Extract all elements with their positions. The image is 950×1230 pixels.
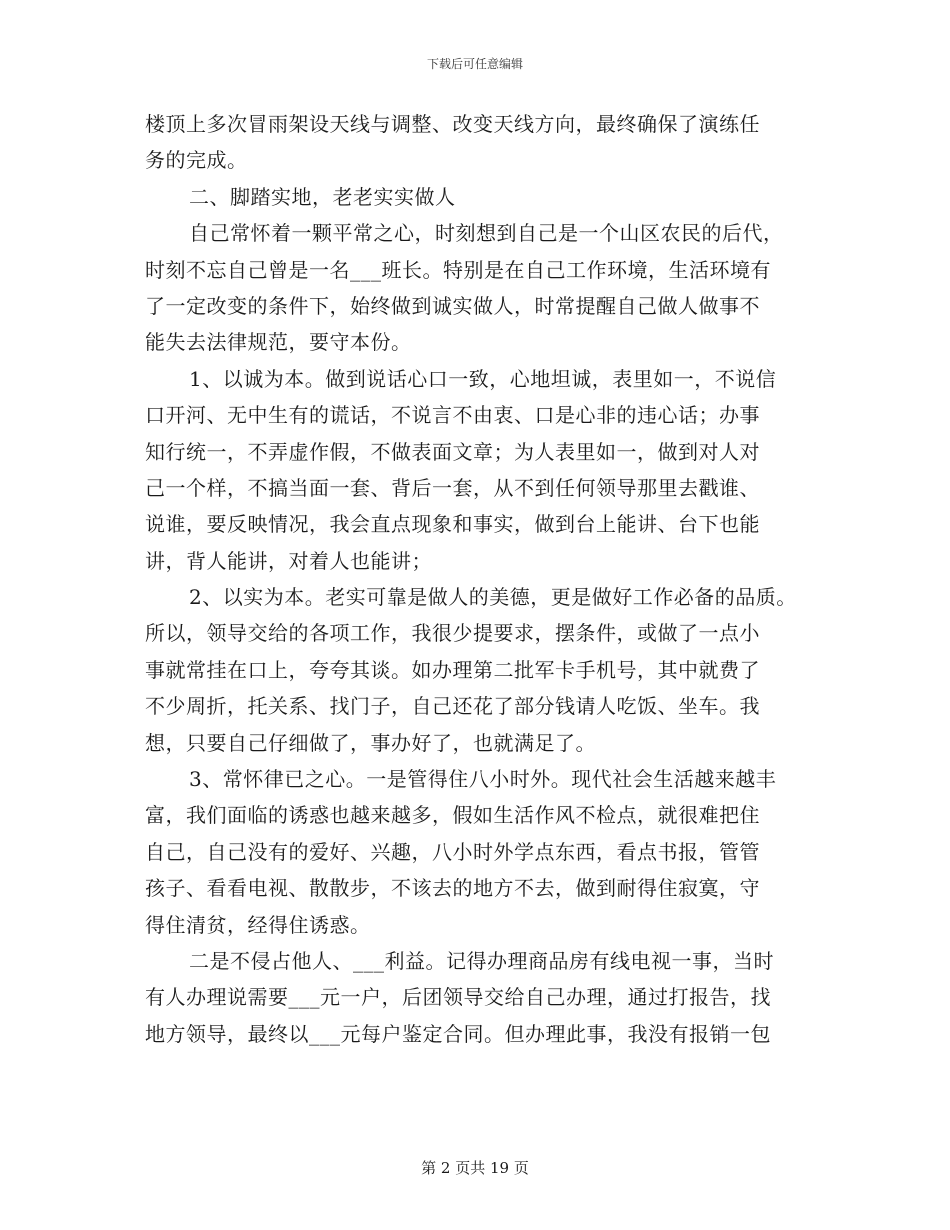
text-line: 己一个样，不搞当面一套、背后一套，从不到任何领导那里去戳谁、 (145, 475, 760, 500)
text-line: 二是不侵占他人、___利益。记得办理商品房有线电视一事，当时 (189, 948, 774, 973)
text-line: 想，只要自己仔细做了，事办好了，也就满足了。 (145, 730, 596, 755)
text-line: 自己，自己没有的爱好、兴趣，八小时外学点东西，看点书报，管管 (145, 839, 760, 864)
text-line: 楼顶上多次冒雨架设天线与调整、改变天线方向，最终确保了演练任 (145, 112, 760, 136)
text-line: 所以，领导交给的各项工作，我很少提要求，摆条件，或做了一点小 (145, 621, 760, 646)
text-line: 有人办理说需要___元一户，后团领导交给自己办理，通过打报告，找 (145, 985, 771, 1010)
text-line: 务的完成。 (145, 148, 248, 173)
text-line: 2、以实为本。老实可靠是做人的美德，更是做好工作必备的品质。 (189, 585, 797, 610)
text-line: 3、常怀律已之心。一是管得住八小时外。现代社会生活越来越丰 (189, 767, 777, 792)
text-line: 1、以诚为本。做到说话心口一致，心地坦诚，表里如一，不说信 (189, 366, 777, 391)
text-line: 事就常挂在口上，夸夸其谈。如办理第二批军卡手机号，其中就费了 (145, 657, 760, 682)
text-line: 不少周折，托关系、找门子，自己还花了部分钱请人吃饭、坐车。我 (145, 694, 760, 719)
section-heading: 二、脚踏实地，老老实实做人 (189, 184, 456, 209)
text-line: 时刻不忘自己曾是一名___班长。特别是在自己工作环境，生活环境有 (145, 257, 771, 282)
text-line: 能失去法律规范，要守本份。 (145, 330, 412, 355)
text-line: 自己常怀着一颗平常之心，时刻想到自己是一个山区农民的后代， (189, 221, 784, 246)
text-line: 口开河、无中生有的谎话，不说言不由衷、口是心非的违心话；办事 (145, 403, 760, 428)
text-line: 孩子、看看电视、散散步，不该去的地方不去，做到耐得住寂寞，守 (145, 876, 760, 901)
text-line: 富，我们面临的诱惑也越来越多，假如生活作风不检点，就很难把住 (145, 803, 760, 828)
page-header-note: 下载后可任意编辑 (426, 57, 523, 71)
text-line: 了一定改变的条件下，始终做到诚实做人，时常提醒自己做人做事不 (145, 293, 760, 318)
page-number-footer: 第 2 页共 19 页 (421, 1159, 529, 1177)
text-line: 地方领导，最终以___元每户鉴定合同。但办理此事，我没有报销一包 (145, 1021, 771, 1046)
text-line: 知行统一，不弄虚作假，不做表面文章；为人表里如一，做到对人对 (145, 439, 760, 464)
document-body (145, 106, 820, 1052)
text-line: 得住清贫，经得住诱惑。 (145, 912, 371, 937)
text-line: 说谁，要反映情况，我会直点现象和事实，做到台上能讲、台下也能 (145, 512, 760, 537)
text-line: 讲，背人能讲，对着人也能讲； (145, 548, 432, 573)
